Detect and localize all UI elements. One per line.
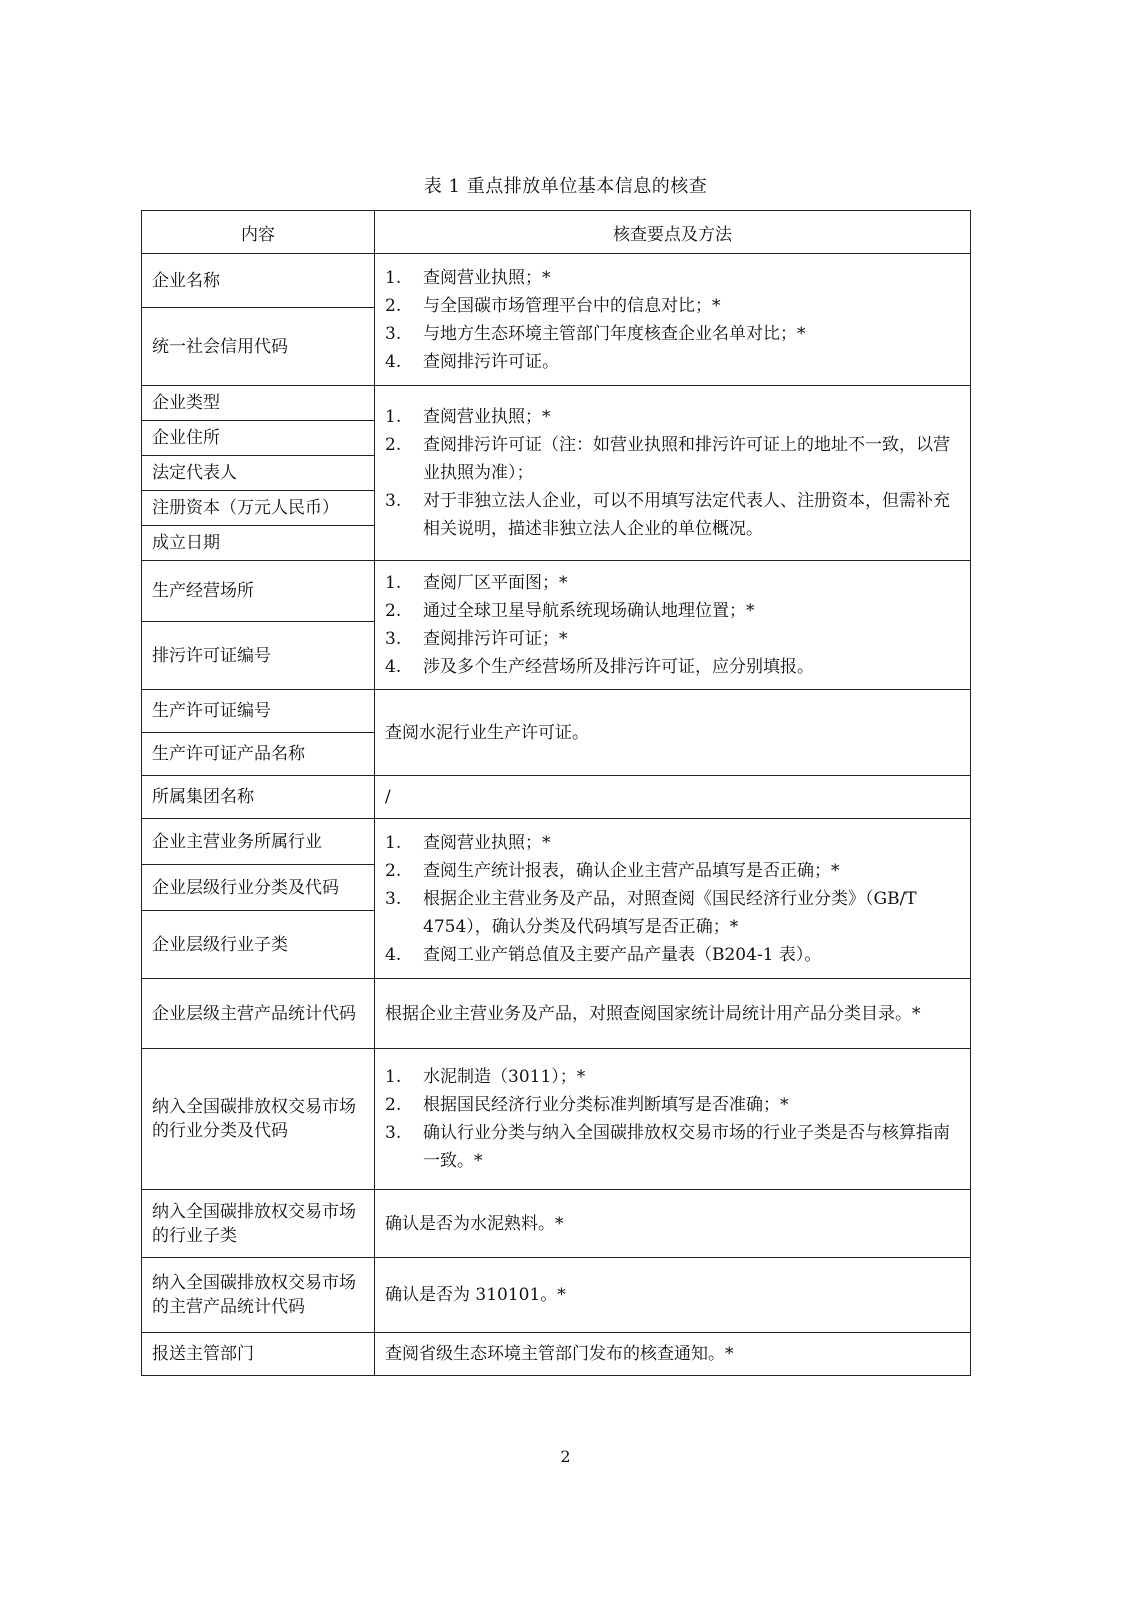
method-list-item [385,885,960,941]
list-text: 根据企业主营业务及产品，对照查阅《国民经济行业分类》（GB/T 4754），确认分类及代码填写是否正确；* [423,888,917,937]
field-name-cell: 法定代表人 [142,456,375,491]
header-method: 核查要点及方法 [375,211,971,254]
page-number: 2 [560,1447,571,1466]
method-list [385,829,960,969]
list-number: 1. [385,832,402,853]
table-body [142,254,971,1376]
method-list-item [385,292,960,320]
field-name-cell: 生产许可证产品名称 [142,733,375,776]
list-number: 3. [385,629,402,649]
field-name-cell: 统一社会信用代码 [142,308,375,386]
field-name-cell: 注册资本（万元人民币） [142,491,375,526]
list-text: 水泥制造（3011）；* [423,1067,586,1087]
list-text: 根据国民经济行业分类标准判断填写是否准确；* [423,1095,789,1115]
method-list-item [385,431,960,487]
list-number: 2. [385,1095,402,1115]
list-text: 查阅工业产销总值及主要产品产量表（B204-1 表）。 [423,944,822,965]
list-number: 4. [385,944,402,965]
table-row [142,690,971,733]
method-text: 根据企业主营业务及产品，对照查阅国家统计局统计用产品分类目录。* [385,1003,921,1024]
method-cell [375,776,971,819]
field-name-cell: 企业类型 [142,386,375,421]
method-list-item [385,1063,960,1091]
list-number: 1. [385,573,402,593]
list-text: 通过全球卫星导航系统现场确认地理位置；* [423,601,755,621]
table-header-row [142,211,971,254]
list-text: 查阅排污许可证（注：如营业执照和排污许可证上的地址不一致，以营业执照为准）； [423,435,950,483]
method-list-item [385,653,960,681]
method-list-item [385,597,960,625]
verification-table [141,210,971,1376]
field-name-cell: 纳入全国碳排放权交易市场的主营产品统计代码 [142,1258,375,1333]
method-list-item [385,857,960,885]
list-number: 2. [385,295,402,316]
method-list [385,1063,960,1175]
list-text: 查阅营业执照；* [423,832,551,853]
method-list-item [385,403,960,431]
list-number: 2. [385,860,402,881]
method-list-item [385,1119,960,1175]
method-text: / [385,787,391,807]
list-text: 对于非独立法人企业，可以不用填写法定代表人、注册资本，但需补充相关说明，描述非独立法人企业的单位概况。 [423,491,950,539]
field-name-cell: 所属集团名称 [142,776,375,819]
list-text: 查阅营业执照；* [423,267,551,288]
list-number: 3. [385,1123,402,1143]
list-number: 1. [385,267,402,288]
list-text: 查阅生产统计报表，确认企业主营产品填写是否正确；* [423,860,840,881]
table-row [142,1258,971,1333]
list-number: 4. [385,657,402,677]
method-cell [375,1190,971,1258]
table-row [142,561,971,622]
list-number: 1. [385,407,402,427]
list-number: 1. [385,1067,402,1087]
list-number: 3. [385,888,402,909]
method-cell [375,1258,971,1333]
list-text: 确认行业分类与纳入全国碳排放权交易市场的行业子类是否与核算指南一致。* [423,1123,950,1171]
field-name-cell: 企业层级行业分类及代码 [142,865,375,911]
method-list-item [385,1091,960,1119]
list-number: 3. [385,491,402,511]
method-cell [375,386,971,561]
table-row [142,979,971,1049]
table-row [142,1049,971,1190]
method-list-item [385,941,960,969]
method-list-item [385,569,960,597]
method-list-item [385,487,960,543]
method-cell [375,254,971,386]
method-list-item [385,348,960,376]
list-text: 查阅排污许可证。 [423,351,559,372]
field-name-cell: 企业层级主营产品统计代码 [142,979,375,1049]
field-name-cell: 排污许可证编号 [142,622,375,690]
list-text: 涉及多个生产经营场所及排污许可证，应分别填报。 [423,657,814,677]
method-list-item [385,264,960,292]
table-row [142,254,971,308]
list-text: 查阅营业执照；* [423,407,551,427]
method-cell [375,979,971,1049]
method-list-item [385,829,960,857]
field-name-cell: 生产许可证编号 [142,690,375,733]
list-text: 与地方生态环境主管部门年度核查企业名单对比；* [423,323,806,344]
method-cell [375,1333,971,1376]
method-text: 确认是否为 310101。* [385,1285,566,1305]
field-name-cell: 企业层级行业子类 [142,911,375,979]
field-name-cell: 生产经营场所 [142,561,375,622]
method-text: 查阅省级生态环境主管部门发布的核查通知。* [385,1344,734,1364]
field-name-cell: 企业住所 [142,421,375,456]
method-text: 确认是否为水泥熟料。* [385,1213,564,1234]
method-list [385,569,960,681]
list-number: 4. [385,351,402,372]
table-row [142,819,971,865]
list-number: 2. [385,435,402,455]
method-list-item [385,625,960,653]
field-name-cell: 成立日期 [142,526,375,561]
method-list-item [385,320,960,348]
method-cell [375,1049,971,1190]
field-name-cell: 企业名称 [142,254,375,308]
list-text: 与全国碳市场管理平台中的信息对比；* [423,295,721,316]
list-text: 查阅厂区平面图；* [423,573,568,593]
table-row [142,386,971,421]
table-row [142,1333,971,1376]
list-text: 查阅排污许可证；* [423,629,568,649]
method-cell [375,819,971,979]
table-caption: 表 1 重点排放单位基本信息的核查 [423,176,708,197]
field-name-cell: 纳入全国碳排放权交易市场的行业分类及代码 [142,1049,375,1190]
method-text: 查阅水泥行业生产许可证。 [385,722,589,743]
field-name-cell: 报送主管部门 [142,1333,375,1376]
table-row [142,776,971,819]
header-content: 内容 [142,211,375,254]
method-cell [375,690,971,776]
field-name-cell: 纳入全国碳排放权交易市场的行业子类 [142,1190,375,1258]
method-cell [375,561,971,690]
list-number: 3. [385,323,402,344]
method-list [385,264,960,376]
list-number: 2. [385,601,402,621]
table-row [142,1190,971,1258]
method-list [385,403,960,543]
field-name-cell: 企业主营业务所属行业 [142,819,375,865]
